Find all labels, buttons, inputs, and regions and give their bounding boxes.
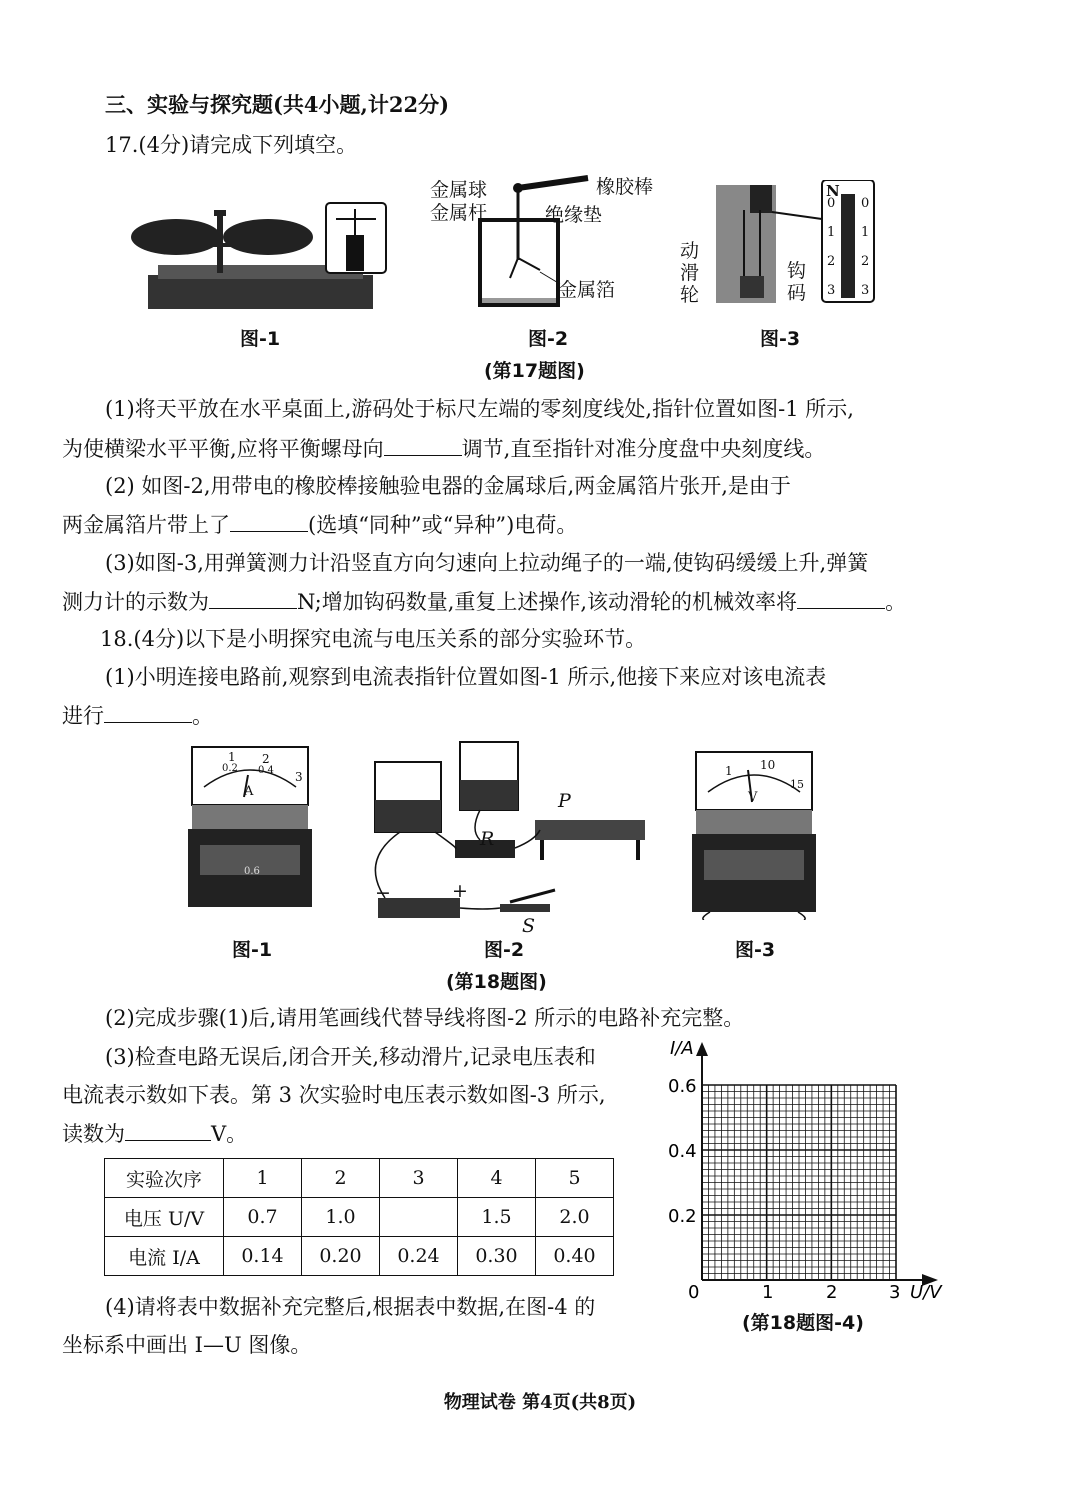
y-tick-label: 0.6 (668, 1076, 697, 1097)
q17-group-caption: (第17题图) (484, 360, 585, 382)
table-header-cell: 4 (458, 1159, 536, 1198)
q18-fig3-voltmeter (690, 750, 818, 920)
y-tick-label: 0.4 (668, 1141, 697, 1162)
voltmeter-letter: V (748, 790, 758, 805)
table-header-cell: 3 (380, 1159, 458, 1198)
q17-p2-line2: 两金属箔片带上了 (选填“同种”或“异种”)电荷。 (62, 509, 577, 540)
q17-caption-3: 图-3 (760, 328, 801, 350)
x-tick-label: 1 (762, 1282, 774, 1303)
q18-stem: 18.(4分)以下是小明探究电流与电压关系的部分实验环节。 (100, 627, 647, 651)
label-pulley: 动滑轮 (680, 240, 700, 306)
label-rod: 金属杆 (430, 202, 488, 224)
blank-iu-graph[interactable] (660, 1040, 960, 1310)
q18-p3-line3: 读数为 V。 (62, 1118, 247, 1149)
voltmeter-tick-15: 15 (790, 778, 804, 791)
q17-p1-line1: (1)将天平放在水平桌面上,游码处于标尺左端的零刻度线处,指针位置如图-1 所示, (105, 397, 854, 421)
scale-tick-left-1: 1 (827, 225, 836, 240)
q18-p1-line1: (1)小明连接电路前,观察到电流表指针位置如图-1 所示,他接下来应对该电流表 (105, 665, 827, 689)
label-ball: 金属球 (430, 179, 488, 201)
table-header-cell: 实验次序 (105, 1159, 224, 1198)
ammeter-terminal: 0.6 (244, 866, 260, 877)
section-title: 三、实验与探究题(共4小题,计22分) (105, 92, 450, 117)
ammeter-tick-04: 0.4 (258, 765, 274, 776)
circuit-label-R: R (480, 828, 495, 850)
page-footer: 物理试卷 第4页(共8页) (443, 1392, 637, 1413)
ammeter-tick-1: 1 (228, 750, 236, 764)
q17-caption-1: 图-1 (240, 328, 281, 350)
table-cell: 0.7 (224, 1198, 302, 1237)
q18-caption-3: 图-3 (735, 939, 776, 961)
table-cell-answer[interactable] (380, 1198, 458, 1237)
ammeter-tick-02: 0.2 (222, 763, 238, 774)
q17-fig1-balance (128, 195, 393, 315)
table-header-cell: 2 (302, 1159, 380, 1198)
table-row (105, 1237, 614, 1276)
table-cell: 0.40 (536, 1237, 614, 1276)
answer-blank[interactable] (104, 700, 192, 723)
q18-p3-line1: (3)检查电路无误后,闭合开关,移动滑片,记录电压表和 (105, 1045, 596, 1069)
battery-plus: + (452, 880, 468, 902)
q17-p3-line2: 测力计的示数为 N;增加钩码数量,重复上述操作,该动滑轮的机械效率将 。 (62, 586, 906, 617)
x-axis-label: U/V (910, 1282, 942, 1303)
q18-p3-line2: 电流表示数如下表。第 3 次实验时电压表示数如图-3 所示, (62, 1083, 606, 1107)
ammeter-tick-2: 2 (262, 752, 270, 766)
table-cell: 0.24 (380, 1237, 458, 1276)
answer-blank[interactable] (384, 433, 462, 456)
table-row (105, 1198, 614, 1237)
table-cell: 2.0 (536, 1198, 614, 1237)
label-insulating-pad: 绝缘垫 (545, 204, 603, 226)
q18-fig2-circuit (360, 740, 650, 925)
circuit-label-P: P (558, 790, 571, 812)
q18-p4-line1: (4)请将表中数据补充完整后,根据表中数据,在图-4 的 (105, 1295, 596, 1319)
x-tick-label: 2 (826, 1282, 838, 1303)
ammeter-tick-3: 3 (295, 770, 303, 784)
answer-blank[interactable] (230, 509, 308, 532)
table-cell: 电压 U/V (105, 1198, 224, 1237)
ammeter-letter: A (244, 784, 254, 799)
q17-stem: 17.(4分)请完成下列填空。 (105, 133, 358, 157)
q17-caption-2: 图-2 (528, 328, 569, 350)
scale-tick-right-3: 3 (861, 283, 870, 298)
origin-label: 0 (688, 1282, 700, 1303)
spring-scale-unit: N (826, 182, 840, 200)
scale-tick-left-3: 3 (827, 283, 836, 298)
graph-grid (702, 1085, 896, 1280)
scale-tick-left-0: 0 (827, 196, 836, 211)
q17-p3-line1: (3)如图-3,用弹簧测力计沿竖直方向匀速向上拉动绳子的一端,使钩码缓缓上升,弹簧 (105, 551, 869, 575)
scale-tick-left-2: 2 (827, 254, 836, 269)
battery-minus: − (375, 882, 391, 904)
y-tick-label: 0.2 (668, 1206, 697, 1227)
q17-p2-line1: (2) 如图-2,用带电的橡胶棒接触验电器的金属球后,两金属箔片张开,是由于 (105, 474, 791, 498)
q18-caption-2: 图-2 (484, 939, 525, 961)
table-cell: 电流 I/A (105, 1237, 224, 1276)
label-metal-foil: 金属箔 (558, 279, 616, 301)
voltmeter-tick-10: 10 (760, 758, 776, 772)
table-cell: 1.5 (458, 1198, 536, 1237)
q18-graph-caption: (第18题图-4) (742, 1312, 864, 1334)
q18-p1-line2: 进行 。 (62, 700, 213, 731)
y-axis-label: I/A (670, 1040, 694, 1059)
table-cell: 0.20 (302, 1237, 380, 1276)
table-cell: 0.14 (224, 1237, 302, 1276)
label-weight: 钩码 (787, 260, 807, 304)
scale-tick-right-0: 0 (861, 196, 870, 211)
q18-caption-1: 图-1 (232, 939, 273, 961)
q18-p2: (2)完成步骤(1)后,请用笔画线代替导线将图-2 所示的电路补充完整。 (105, 1006, 745, 1030)
table-cell: 0.30 (458, 1237, 536, 1276)
q17-p1-line2: 为使横梁水平平衡,应将平衡螺母向 调节,直至指针对准分度盘中央刻度线。 (62, 433, 825, 464)
y-axis-arrow-icon (696, 1042, 708, 1056)
q18-p4-line2: 坐标系中画出 I—U 图像。 (62, 1333, 312, 1357)
answer-blank[interactable] (797, 586, 885, 609)
label-rubber-rod: 橡胶棒 (596, 176, 654, 198)
q18-group-caption: (第18题图) (446, 971, 547, 993)
table-row (105, 1159, 614, 1198)
answer-blank[interactable] (125, 1118, 211, 1141)
data-table (104, 1158, 614, 1276)
answer-blank[interactable] (209, 586, 297, 609)
x-tick-label: 3 (889, 1282, 901, 1303)
circuit-label-S: S (522, 915, 536, 937)
table-header-cell: 1 (224, 1159, 302, 1198)
scale-tick-right-1: 1 (861, 225, 870, 240)
voltmeter-tick-1: 1 (725, 764, 733, 778)
scale-tick-right-2: 2 (861, 254, 870, 269)
table-cell: 1.0 (302, 1198, 380, 1237)
table-header-cell: 5 (536, 1159, 614, 1198)
